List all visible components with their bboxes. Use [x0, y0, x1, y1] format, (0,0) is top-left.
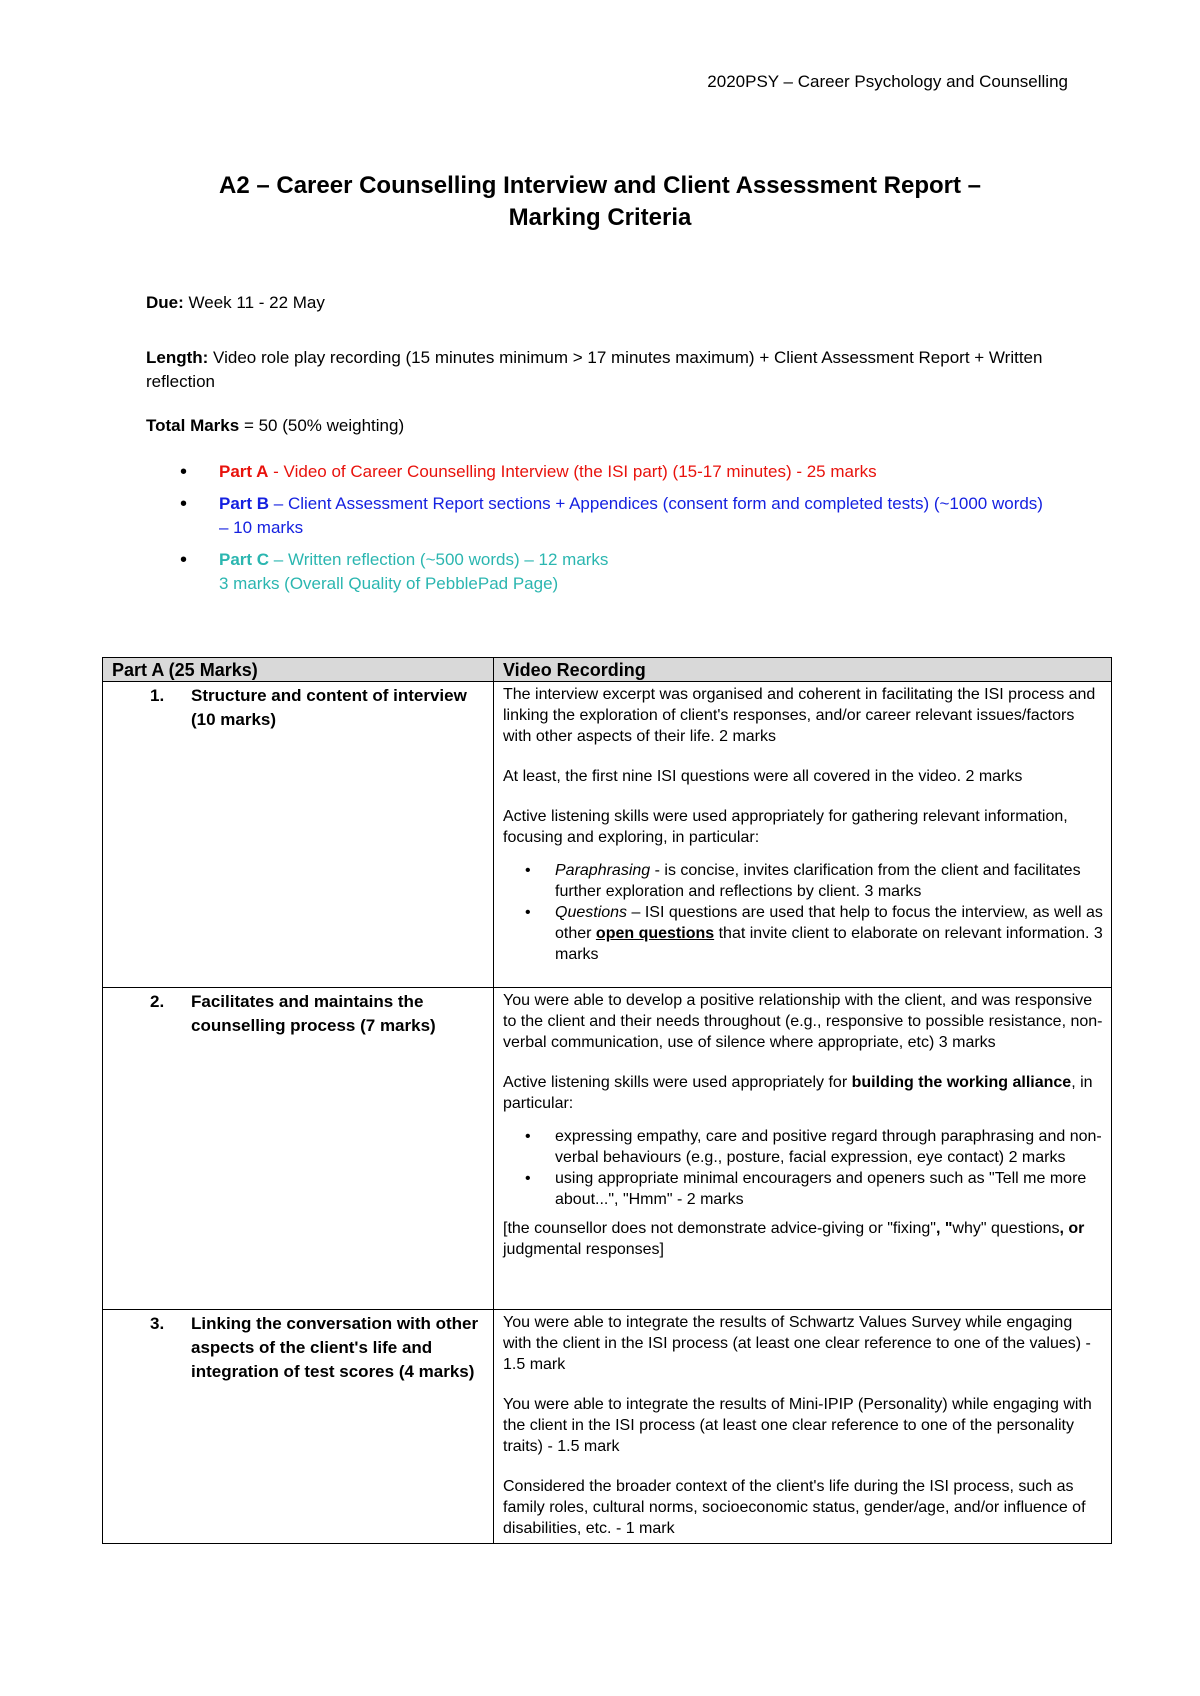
- part-c-text: – Written reflection (~500 words) – 12 marks: [269, 550, 609, 569]
- title-line-1: A2 – Career Counselling Interview and Client Assessment Report –: [219, 172, 981, 199]
- criterion-cell: [103, 682, 494, 988]
- criterion-cell: [103, 1310, 494, 1544]
- description-cell: [494, 988, 1112, 1310]
- total-value: = 50 (50% weighting): [239, 416, 405, 435]
- running-header: 2020PSY – Career Psychology and Counselling: [707, 72, 1068, 91]
- due-value: Week 11 - 22 May: [183, 293, 325, 312]
- part-c-extra: 3 marks (Overall Quality of PebblePad Page): [219, 574, 559, 593]
- description-paragraph: The interview excerpt was organised and coherent in facilitating the ISI process and linking the exploration of client's responses, and/or career relevant issues/factors with other aspects of their life. 2 marks: [503, 686, 1096, 745]
- document-title: [100, 170, 1100, 234]
- due-line: [146, 291, 325, 315]
- total-marks-line: [146, 414, 404, 438]
- description-paragraph: Considered the broader context of the client's life during the ISI process, such as family roles, cultural norms, socioeconomic status, gender/age, and/or influence of disabilities, etc. - 1 mark: [503, 1478, 1086, 1537]
- part-b-item: [146, 492, 1046, 540]
- table-row: [103, 988, 1112, 1310]
- part-a-text: - Video of Career Counselling Interview (the ISI part) (15-17 minutes) - 25 marks: [268, 462, 877, 481]
- criterion-cell: [103, 988, 494, 1310]
- list-item: • using appropriate minimal encouragers and openers such as "Tell me more about...", "Hmm" - 2 marks: [503, 1168, 1103, 1210]
- criterion-title: Facilitates and maintains the counselling process (7 marks): [191, 992, 436, 1035]
- part-b-text: – Client Assessment Report sections + Appendices (consent form and completed tests) (~1000 words) – 10 marks: [219, 494, 1043, 537]
- criteria-bullets: [503, 1126, 1103, 1210]
- length-line: [146, 346, 1076, 394]
- parts-list: [146, 460, 1046, 604]
- length-value: Video role play recording (15 minutes minimum > 17 minutes maximum) + Client Assessment Report + Written reflection: [146, 348, 1043, 391]
- length-label: Length:: [146, 348, 209, 367]
- col1-header: Part A (25 Marks): [103, 658, 494, 682]
- description-cell: [494, 682, 1112, 988]
- table-header-row: [103, 658, 1112, 682]
- title-line-2: Marking Criteria: [508, 204, 692, 231]
- description-note: [the counsellor does not demonstrate advice-giving or "fixing", "why" questions, or judgmental responses]: [503, 1220, 1085, 1258]
- part-c-label: Part C: [219, 550, 270, 569]
- table-row: [103, 682, 1112, 988]
- marking-criteria-table: [102, 657, 1112, 1544]
- description-paragraph: You were able to develop a positive relationship with the client, and was responsive to the client and their needs throughout (e.g., responsive to possible resistance, non-verbal communication, use of silence where appropriate, etc) 3 marks: [503, 992, 1103, 1051]
- description-paragraph: Active listening skills were used appropriately for building the working alliance, in particular:: [503, 1074, 1093, 1112]
- description-cell: [494, 1310, 1112, 1544]
- description-paragraph: You were able to integrate the results of Mini-IPIP (Personality) while engaging with the client in the ISI process (at least one clear reference to one of the personality traits) - 1.5 mark: [503, 1396, 1092, 1455]
- description-paragraph: Active listening skills were used appropriately for gathering relevant information, focusing and exploring, in particular:: [503, 808, 1068, 846]
- criterion-title: Structure and content of interview (10 marks): [191, 686, 467, 729]
- criteria-bullets: [503, 860, 1103, 965]
- part-c-item: [146, 548, 1046, 596]
- criterion-title: Linking the conversation with other aspects of the client's life and integration of test scores (4 marks): [191, 1314, 479, 1381]
- list-item: • expressing empathy, care and positive regard through paraphrasing and non-verbal behaviours (e.g., posture, facial expression, eye contact) 2 marks: [503, 1126, 1103, 1168]
- description-paragraph: At least, the first nine ISI questions were all covered in the video. 2 marks: [503, 768, 1023, 785]
- part-a-label: Part A: [219, 462, 269, 481]
- list-item: • Paraphrasing - is concise, invites clarification from the client and facilitates further exploration and reflections by client. 3 marks: [503, 860, 1103, 902]
- list-item: • Questions – ISI questions are used that help to focus the interview, as well as other open questions that invite client to elaborate on relevant information. 3 marks: [503, 902, 1103, 965]
- total-label: Total Marks: [146, 416, 240, 435]
- col2-header: Video Recording: [494, 658, 1112, 682]
- criterion-number: 2.: [150, 992, 165, 1011]
- part-a-item: [146, 460, 1046, 484]
- description-paragraph: You were able to integrate the results of Schwartz Values Survey while engaging with the client in the ISI process (at least one clear reference to one of the values) - 1.5 mark: [503, 1314, 1091, 1373]
- table-row: [103, 1310, 1112, 1544]
- due-label: Due:: [146, 293, 184, 312]
- criterion-number: 1.: [150, 686, 165, 705]
- part-b-label: Part B: [219, 494, 270, 513]
- criterion-number: 3.: [150, 1314, 165, 1333]
